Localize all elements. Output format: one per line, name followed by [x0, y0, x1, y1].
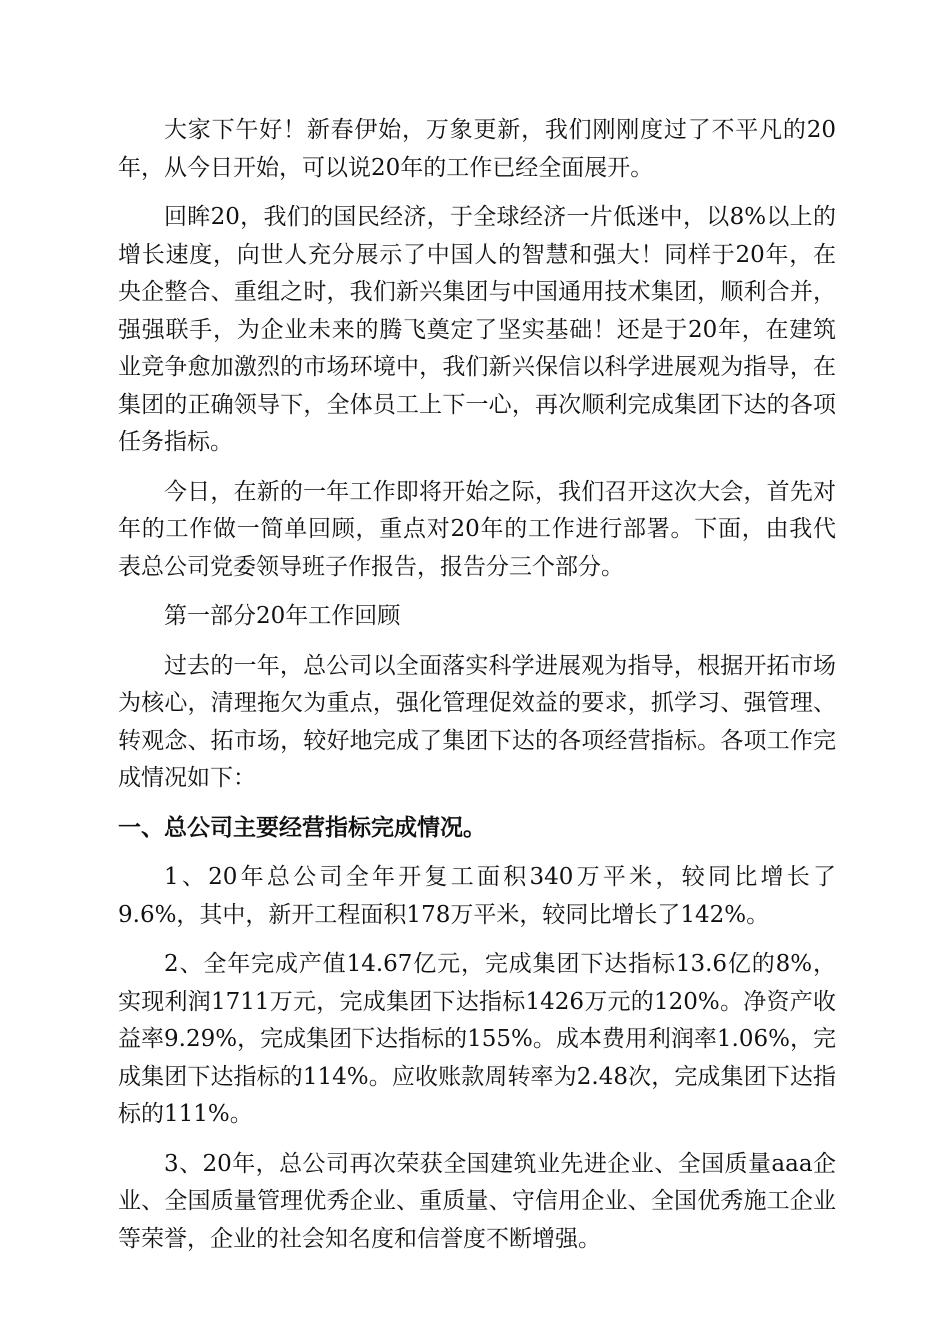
- list-item-area: 1、20年总公司全年开复工面积340万平米，较同比增长了9.6%，其中，新开工程面积178万平米，较同比增长了142%。: [118, 864, 836, 928]
- list-item-honors: 3、20年，总公司再次荣获全国建筑业先进企业、全国质量aaa企业、全国质量管理优秀企业、重质量、守信用企业、全国优秀施工企业等荣誉，企业的社会知名度和信誉度不断增强。: [118, 1150, 836, 1252]
- document-body: [118, 112, 836, 1270]
- list-item-output: 2、全年完成产值14.67亿元，完成集团下达指标13.6亿的8%，实现利润1711万元，完成集团下达指标1426万元的120%。净资产收益率9.29%，完成集团下达指标的155%。成本费用利润率1.06%，完成集团下达指标的114%。应收账款周转率为2.48次，完成集团下达指标的111%。: [118, 951, 836, 1127]
- section-heading: 一、总公司主要经营指标完成情况。: [118, 814, 486, 841]
- paragraph-greeting: 大家下午好！新春伊始，万象更新，我们刚刚度过了不平凡的20年，从今日开始，可以说20年的工作已经全面展开。: [118, 117, 836, 181]
- paragraph-meeting-intro: 今日，在新的一年工作即将开始之际，我们召开这次大会，首先对年的工作做一简单回顾，重点对20年的工作进行部署。下面，由我代表总公司党委领导班子作报告，报告分三个部分。: [118, 478, 836, 580]
- paragraph-review: 回眸20，我们的国民经济，于全球经济一片低迷中，以8%以上的增长速度，向世人充分展示了中国人的智慧和强大！同样于20年，在央企整合、重组之时，我们新兴集团与中国通用技术集团，顺利合并，强强联手，为企业未来的腾飞奠定了坚实基础！还是于20年，在建筑业竞争愈加激烈的市场环境中，我们新兴保信以科学进展观为指导，在集团的正确领导下，全体员工上下一心，再次顺利完成集团下达的各项任务指标。: [118, 204, 836, 455]
- paragraph-summary: 过去的一年，总公司以全面落实科学进展观为指导，根据开拓市场为核心，清理拖欠为重点，强化管理促效益的要求，抓学习、强管理、转观念、拓市场，较好地完成了集团下达的各项经营指标。各项工作完成情况如下：: [118, 652, 836, 791]
- part-one-title: 第一部分20年工作回顾: [164, 603, 401, 629]
